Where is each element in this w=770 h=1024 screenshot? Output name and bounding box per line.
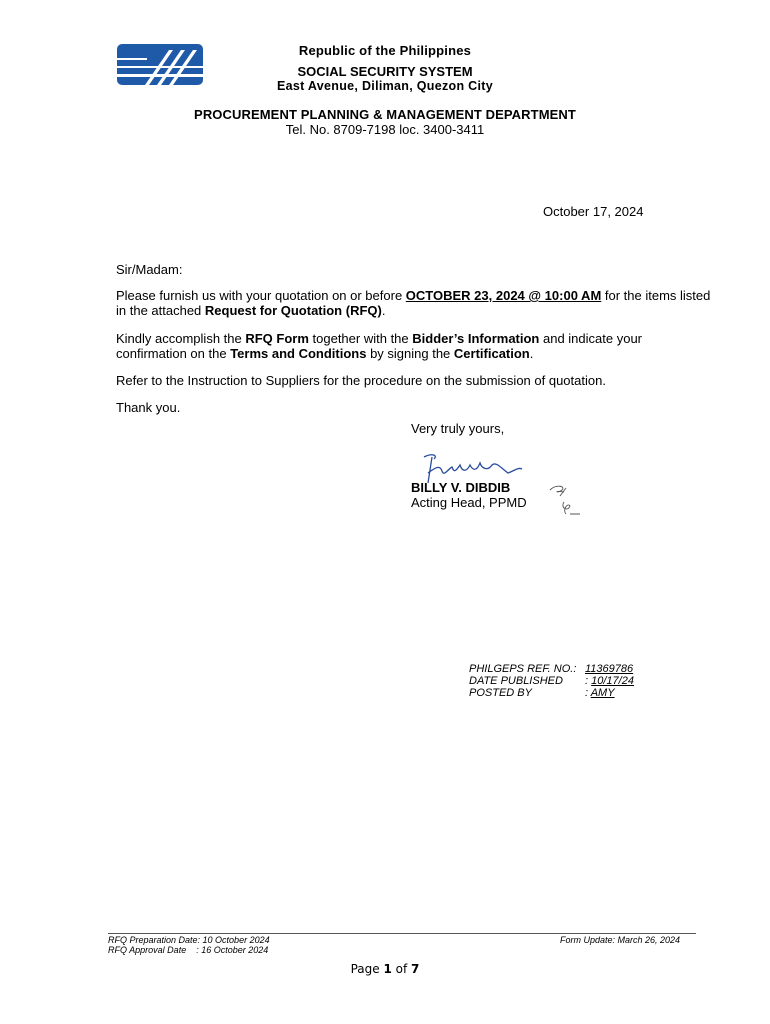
header-telephone: Tel. No. 8709-7198 loc. 3400-3411	[285, 122, 485, 137]
signatory-name: BILLY V. DIBDIB	[411, 480, 511, 495]
paragraph-refer: Refer to the Instruction to Suppliers for the procedure on the submission of quotation.	[116, 373, 606, 388]
header-republic: Republic of the Philippines	[298, 43, 472, 58]
salutation: Sir/Madam:	[116, 262, 183, 277]
closing: Very truly yours,	[411, 421, 505, 436]
form-update-date: Form Update: March 26, 2024	[560, 935, 681, 945]
paragraph-thanks: Thank you.	[116, 400, 181, 415]
posted-by: POSTED BY : AMY	[469, 687, 615, 699]
posted-by-value: AMY	[590, 687, 615, 699]
rfq-preparation-date: RFQ Preparation Date: 10 October 2024	[108, 935, 270, 945]
header-department: PROCUREMENT PLANNING & MANAGEMENT DEPARTMENT	[194, 107, 576, 122]
rfq-reference: Request for Quotation (RFQ)	[204, 303, 382, 318]
philgeps-ref: PHILGEPS REF. NO.: 11369786	[469, 663, 634, 675]
letter-date: October 17, 2024	[543, 204, 644, 219]
page-number: Page 1 of 7	[350, 962, 420, 976]
header-address: East Avenue, Diliman, Quezon City	[277, 79, 493, 93]
paragraph-quotation-request: Please furnish us with your quotation on or before OCTOBER 23, 2024 @ 10:00 AM for the items listed in the attached Request for Quotation (RFQ).	[116, 288, 711, 318]
date-published: DATE PUBLISHED : 10/17/24	[469, 675, 634, 687]
deadline: OCTOBER 23, 2024 @ 10:00 AM	[405, 288, 602, 303]
date-published-value: 10/17/24	[591, 675, 634, 687]
header-agency: SOCIAL SECURITY SYSTEM	[297, 64, 473, 79]
philgeps-ref-value: 11369786	[585, 663, 634, 675]
rfq-approval-date: RFQ Approval Date : 16 October 2024	[108, 945, 269, 955]
initials-mark	[540, 480, 590, 520]
footer-divider	[108, 933, 696, 934]
signatory-title: Acting Head, PPMD	[411, 495, 527, 510]
paragraph-instructions: Kindly accomplish the RFQ Form together with the Bidder’s Information and indicate your confirmation on the Terms and Conditions by signing the Certification.	[116, 331, 642, 361]
